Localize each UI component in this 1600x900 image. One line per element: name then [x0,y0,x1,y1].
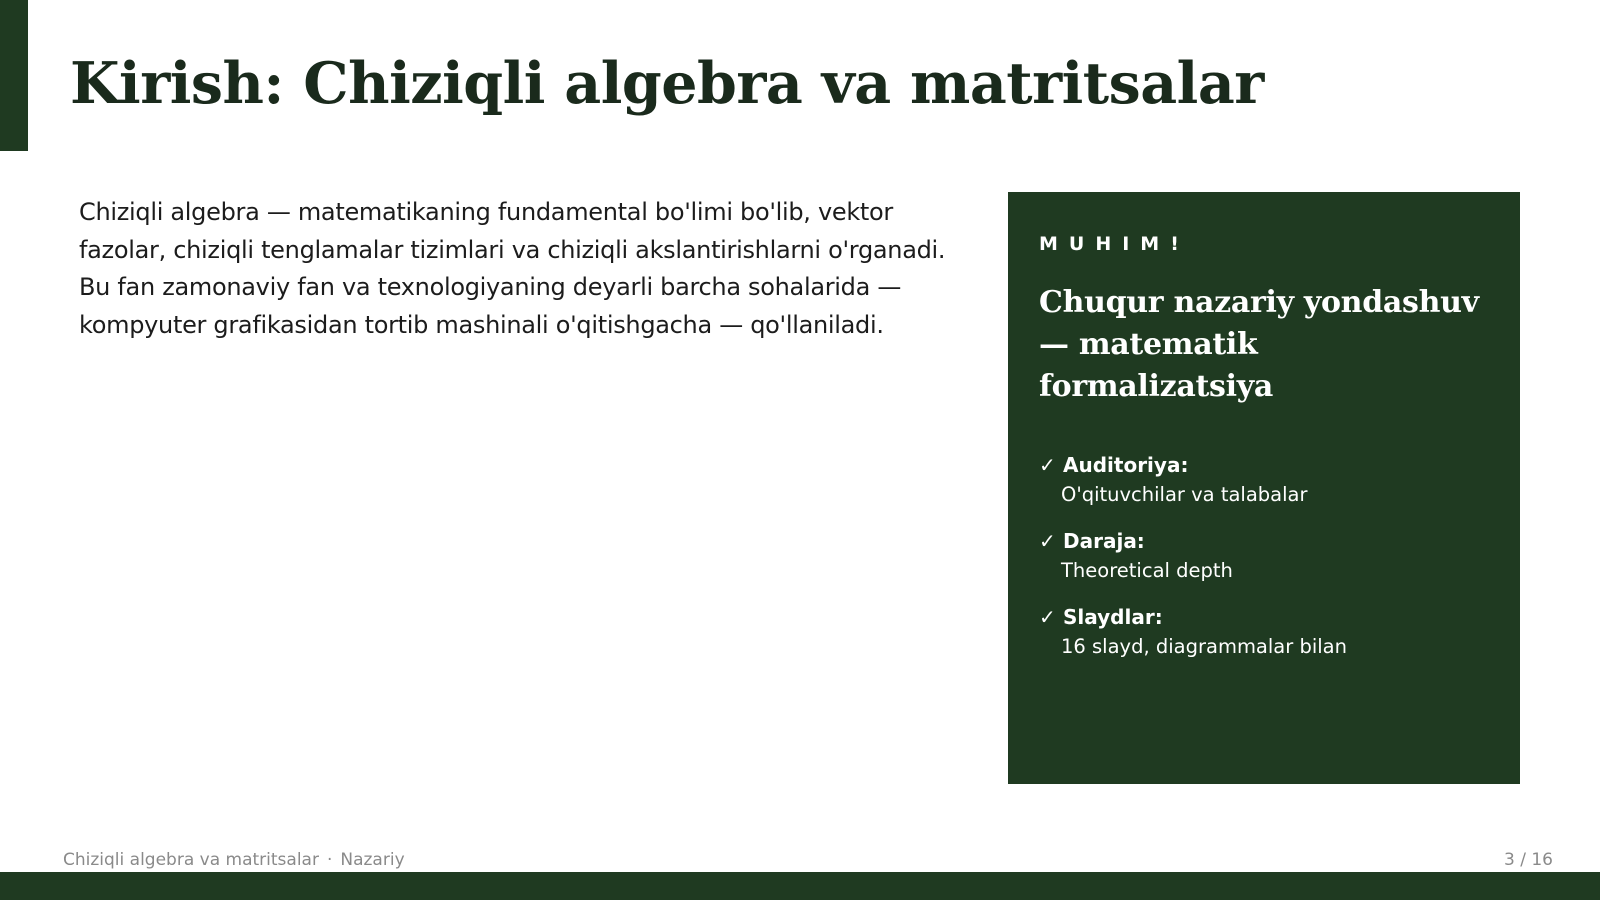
item-value-auditoriya: O'qituvchilar va talabalar [1061,483,1308,506]
footer-course-info [63,848,405,872]
bottom-accent-bar [0,872,1600,900]
slide-title: Kirish: Chiziqli algebra va matritsalar [70,50,1264,117]
callout-heading: Chuqur nazariy yondashuv — matematik formalizatsiya [1039,285,1479,404]
important-callout-box [1008,192,1520,784]
footer-course-title: Chiziqli algebra va matritsalar [63,850,319,870]
item-value-daraja: Theoretical depth [1061,559,1233,582]
footer-section-label: Nazariy [340,850,405,870]
checkmark-icon: ✓ [1039,529,1056,553]
footer-separator: · [326,850,333,870]
list-item [1039,450,1490,510]
checkmark-icon: ✓ [1039,453,1056,477]
callout-eyebrow: MUHIM! [1039,233,1190,255]
left-accent-bar [0,0,28,151]
item-label-slaydlar: Slaydlar: [1063,605,1163,629]
page-number: 3 / 16 [1504,850,1553,870]
item-label-auditoriya: Auditoriya: [1063,453,1189,477]
checkmark-icon: ✓ [1039,605,1056,629]
item-value-slaydlar: 16 slayd, diagrammalar bilan [1061,635,1347,658]
callout-list [1039,450,1490,662]
list-item [1039,602,1490,662]
item-label-daraja: Daraja: [1063,529,1145,553]
list-item [1039,526,1490,586]
intro-paragraph: Chiziqli algebra — matematikaning fundamental bo'limi bo'lib, vektor fazolar, chiziqli tenglamalar tizimlari va chiziqli akslantirishlarni o'rganadi. Bu fan zamonaviy fan va texnologiyaning deyarli barcha sohalarida — kompyuter grafikasidan tortib mashinali o'qitishgacha — qo'llaniladi. [79,198,946,339]
